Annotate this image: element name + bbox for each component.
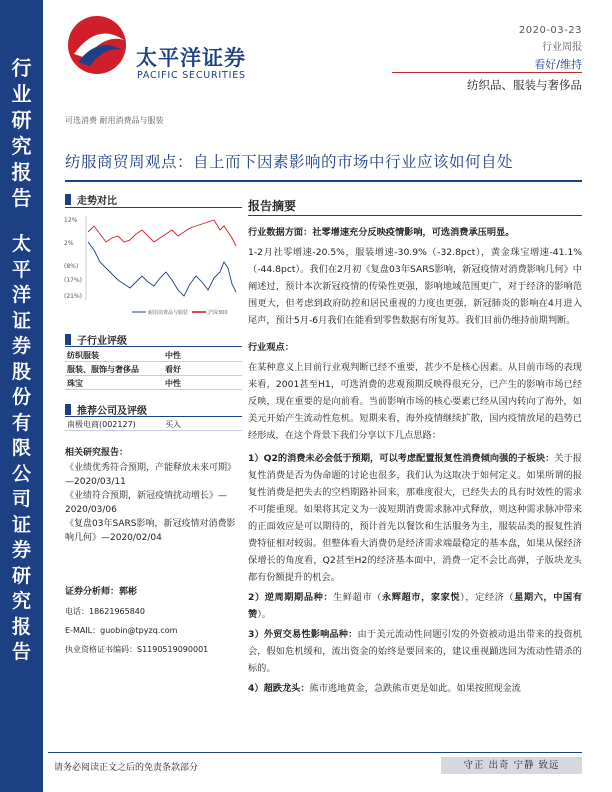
sidebar-char: 券 [11, 539, 31, 561]
related-reports-heading: 相关研究报告： [65, 448, 129, 458]
recommend-heading: 推荐公司及评级 [65, 402, 147, 417]
paragraph-industry-data: 行业数据方面：社零增速充分反映疫情影响，可选消费承压明显。 [248, 227, 515, 238]
point-4: 4）超跌龙头：熊市逃地黄金，急跌熊市更是如此。如果按照现金流 [248, 683, 521, 694]
point-2: 2）逆周期期品种：生鲜超市（永辉超市，家家悦），定经济（星期六，中国有赞）。 [248, 592, 583, 620]
report-type: 行业周报 [542, 42, 582, 53]
table-row [65, 362, 242, 376]
sub-rating-table [65, 348, 242, 390]
section-marker-icon [65, 194, 71, 205]
point-3: 3）外贸交易性影响品种：由于美元流动性问题引发的外资被动退出带来的投资机会，假如危机缓和，流出资金的始终是要回来的，建议重视踊选回为流动性错杀的标的。 [248, 629, 582, 674]
sidebar-char: 股 [11, 360, 31, 383]
sidebar-char: 研 [11, 564, 31, 587]
sidebar-char: 公 [11, 462, 31, 485]
analyst-license: 执业资格证书编码：S1190519090001 [65, 645, 209, 654]
industry-rating: 看好/维持 [534, 58, 582, 71]
sidebar-char: 告 [11, 641, 31, 663]
section-marker-icon [65, 404, 71, 415]
sidebar-char: 有 [11, 411, 31, 434]
title-divider [65, 180, 582, 182]
series-line-2 [88, 220, 236, 246]
paragraph-industry-view-body: 在某种意义上目前行业观判断已经不重要，甚少不是核心因素。从目前市场的表现来看，2001甚至H1，可选消费的悲观预期反映得很充分，已产生的影响市场已经反映，现在重要的是向前看。当前影响市场的核心要素已经从国内转向了海外，如美元开始产生流动性危机。短期来看，海外疫情继续扩散，国内疫情放尾的趋势已经形成，在这个背景下我们分享以下几点思路： [248, 362, 582, 441]
sidebar-char: 份 [11, 386, 31, 408]
left-sidebar [0, 0, 43, 792]
report-date: 2020-03-23 [518, 25, 582, 36]
sidebar-char: 太 [11, 233, 31, 255]
sidebar-char: 业 [11, 82, 32, 106]
y-tick-label: (8%) [64, 263, 79, 270]
paragraph-industry-data-body: 1-2月社零增速-20.5%，服装增速-30.9%（-32.8pct），黄金珠宝增速-41.1%（-44.8pct）。我们在2月初《复盘03年SARS影响，新冠疫情对消费影响几何》中阐述过，预计本次新冠疫情的传染性更强，影响地域范围更广，对于经济的影响范围更大，但考虑到政府防控和居民重视的力度也更强，新冠肺炎的影响在4月进入尾声，预计5月-6月我们在能看到零售数据有所复苏。我们目前仍维持前期判断。 [248, 247, 582, 326]
sidebar-char: 研 [11, 108, 32, 132]
trend-heading: 走势对比 [65, 192, 117, 207]
sub-industry-rating: 中性 [165, 351, 181, 360]
logo-chinese-name: 太平洋证券 [136, 46, 246, 70]
sidebar-char: 券 [11, 335, 31, 357]
company-name: 南极电商(002127) [67, 420, 136, 429]
sidebar-char: 平 [11, 258, 31, 281]
sub-industry-rating: 看好 [165, 365, 181, 374]
footer-motto: 守正 出奇 宁静 致远 [441, 757, 582, 774]
footer-divider [48, 752, 582, 753]
series-line-1 [88, 242, 236, 296]
header-divider [392, 72, 582, 73]
y-tick-label: (17%) [64, 277, 83, 284]
table-row [65, 348, 242, 362]
analyst-info [65, 586, 240, 662]
summary-body [248, 224, 582, 700]
related-report-link[interactable]: 《业绩优秀符合预期，产能释放未来可期》—2020/03/11 [65, 463, 237, 487]
table-row [65, 417, 242, 431]
point-1: 1）Q2的消费未必会低于预期，可以考虑配置报复性消费倾向强的子板块：关于报复性消费是否为伪命题的讨论也很多，我们认为这取决于如何定义。如果所谓的报复性消费是把失去的空档期路补回来，那难度很大，已经失去的具有时效性的需求不可能重现。如果将其定义为一波短期消费需求脉冲式释放，则这种需求脉冲带来的正面效应是可以期待的，预计首先以餐饮和生活服务为主，服装品类的报复性消费特征相对较弱。但整体看大消费仍是经济需求端最稳定的基本盘，如果从保经济保增长的角度看，Q2甚至H2的经济基本面中，消费一定不会比高弹，子版块龙头都有份额提升的机会。 [248, 453, 582, 583]
analyst-name: 郭彬 [119, 587, 138, 597]
section-marker-icon [65, 334, 71, 345]
sector-name: 纺织品、服装与奢侈品 [467, 78, 582, 92]
sidebar-char: 究 [11, 590, 31, 612]
sidebar-char: 证 [11, 513, 31, 536]
sub-rating-heading: 子行业评级 [65, 332, 127, 347]
sidebar-char: 究 [11, 134, 32, 158]
related-report-link[interactable]: 《业绩符合预期，新冠疫情扰动增长》—2020/03/06 [65, 491, 228, 515]
legend-label-1: 耐用消费品与服装 [148, 310, 189, 316]
sub-rating-heading-rule [65, 346, 242, 347]
logo-english-name: PACIFIC SECURITIES [137, 70, 246, 81]
sidebar-char: 限 [11, 437, 31, 459]
related-reports [65, 446, 240, 545]
sidebar-top-text [0, 55, 43, 211]
sidebar-char: 洋 [11, 284, 31, 306]
sidebar-char: 司 [11, 488, 31, 510]
y-tick-label: (21%) [64, 293, 83, 300]
sub-industry-name: 纺织服装 [67, 351, 99, 360]
industry-path: 可选消费 耐用消费品与服装 [65, 116, 164, 125]
sidebar-char: 报 [11, 615, 31, 638]
report-meta [519, 22, 582, 73]
analyst-heading: 证券分析师：郭彬 [65, 587, 138, 597]
logo-mark-icon [64, 14, 130, 76]
sub-industry-name: 服装、服饰与奢侈品 [67, 365, 139, 374]
analyst-phone: 电话：18621965840 [65, 607, 145, 616]
footer-disclaimer: 请务必阅读正文之后的免责条款部分 [54, 763, 199, 773]
sidebar-bottom-text [0, 232, 43, 666]
sidebar-char: 告 [11, 186, 32, 210]
summary-heading: 报告摘要 [248, 199, 297, 213]
y-tick-label: 12% [64, 217, 78, 224]
sidebar-char: 证 [11, 309, 31, 332]
sub-industry-name: 珠宝 [67, 379, 83, 388]
analyst-email[interactable]: E-MAIL：guobin@tpyzq.com [65, 626, 178, 635]
table-row [65, 376, 242, 390]
page-title: 纺服商贸周观点：自上而下因素影响的市场中行业应该如何自处 [65, 153, 514, 171]
sidebar-char: 报 [11, 160, 32, 184]
legend-label-2: 沪深300 [208, 310, 228, 316]
trend-chart [62, 212, 242, 322]
sub-industry-rating: 中性 [165, 379, 181, 388]
paragraph-industry-view-lead: 行业观点： [248, 342, 294, 353]
company-logo [64, 14, 254, 81]
sidebar-char: 行 [11, 56, 32, 80]
recommend-table [65, 417, 242, 431]
y-tick-label: 2% [64, 240, 74, 247]
related-report-link[interactable]: 《复盘03年SARS影响，新冠疫情对消费影响几何》—2020/02/04 [65, 519, 236, 543]
summary-heading-rule [248, 215, 582, 216]
company-rating: 买入 [165, 420, 181, 429]
trend-heading-rule [65, 207, 242, 208]
